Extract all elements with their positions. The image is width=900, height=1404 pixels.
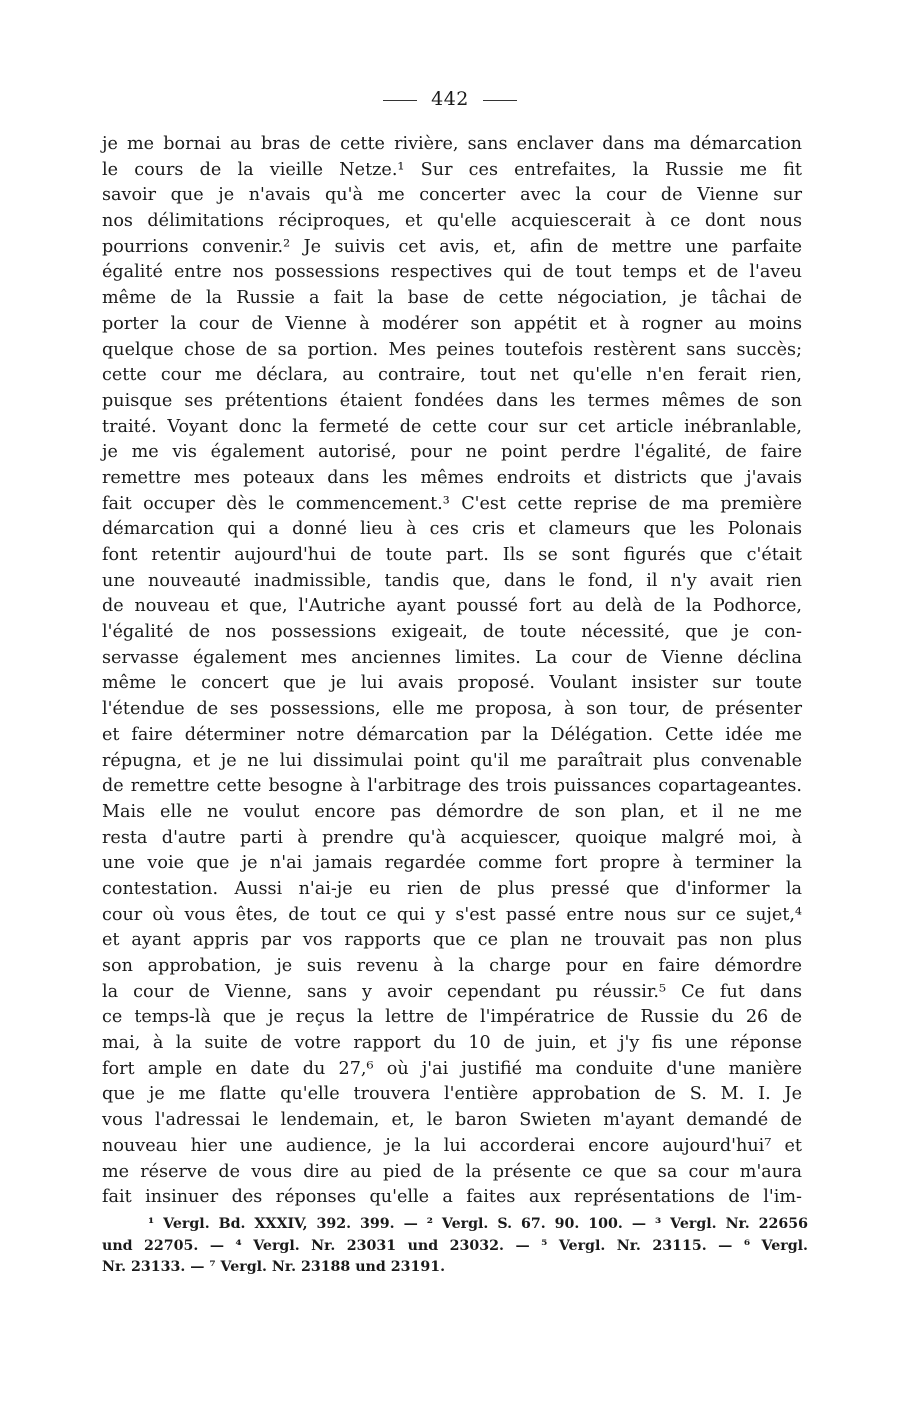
text-line: remettre mes poteaux dans les mêmes endroits et districts que j'avais [102, 467, 802, 488]
text-line: fait occuper dès le commencement.³ C'est cette reprise de ma première [102, 493, 802, 514]
text-line: l'étendue de ses possessions, elle me proposa, à son tour, de présenter [102, 699, 802, 720]
text-line: démarcation qui a donné lieu à ces cris et clameurs que les Polonais [102, 519, 802, 540]
text-line: Mais elle ne voulut encore pas démordre de son plan, et il ne me [102, 801, 802, 822]
text-line: fait insinuer des réponses qu'elle a faites aux représentations de l'im- [102, 1187, 802, 1208]
text-line: mai, à la suite de votre rapport du 10 de juin, et j'y fis une réponse [102, 1033, 802, 1054]
text-line: que je me flatte qu'elle trouvera l'entière approbation de S. M. I. Je [102, 1084, 802, 1105]
text-line: une voie que je n'ai jamais regardée comme fort propre à terminer la [102, 853, 802, 874]
text-line: et faire déterminer notre démarcation par la Délégation. Cette idée me [102, 724, 802, 745]
text-line: de nouveau et que, l'Autriche ayant poussé fort au delà de la Podhorce, [102, 596, 802, 617]
text-line: quelque chose de sa portion. Mes peines toutefois restèrent sans succès; [102, 339, 802, 360]
text-line: porter la cour de Vienne à modérer son appétit et à rogner au moins [102, 313, 802, 334]
text-line: même de la Russie a fait la base de cette négociation, je tâchai de [102, 288, 802, 309]
text-line: l'égalité de nos possessions exigeait, de toute nécessité, que je con- [102, 622, 802, 643]
text-line: servasse également mes anciennes limites. La cour de Vienne déclina [102, 647, 802, 668]
footnotes [102, 1214, 808, 1279]
text-line: son approbation, je suis revenu à la charge pour en faire démordre [102, 956, 802, 976]
text-line: puisque ses prétentions étaient fondées dans les termes mêmes de son [102, 390, 802, 411]
text-line: resta d'autre parti à prendre qu'à acquiescer, quoique malgré moi, à [102, 827, 802, 848]
text-line: nouveau hier une audience, je la lui accorderai encore aujourd'hui⁷ et [102, 1135, 802, 1156]
text-line: vous l'adressai le lendemain, et, le baron Swieten m'ayant demandé de [102, 1110, 802, 1131]
footnote-line: Nr. 23133. — ⁷ Vergl. Nr. 23188 und 23191. [102, 1259, 446, 1275]
body-text [102, 132, 802, 1211]
text-line: et ayant appris par vos rapports que ce plan ne trouvait pas non plus [102, 930, 802, 951]
text-line: savoir que je n'avais qu'à me concerter avec la cour de Vienne sur [102, 185, 802, 206]
text-line: contestation. Aussi n'ai-je eu rien de plus pressé que d'informer la [102, 878, 802, 899]
text-line: pourrions convenir.² Je suivis cet avis, et, afin de mettre une parfaite [102, 236, 802, 257]
page-header [0, 88, 900, 110]
text-line: le cours de la vieille Netze.¹ Sur ces entrefaites, la Russie me fit [102, 159, 802, 180]
text-line: je me bornai au bras de cette rivière, sans enclaver dans ma démarcation [102, 134, 802, 154]
text-line: la cour de Vienne, sans y avoir cependant pu réussir.⁵ Ce fut dans [102, 981, 802, 1002]
text-line: de remettre cette besogne à l'arbitrage des trois puissances copartageantes. [102, 776, 802, 797]
page-number: 442 [431, 88, 469, 110]
text-line: me réserve de vous dire au pied de la présente ce que sa cour m'aura [102, 1161, 802, 1182]
text-line: font retentir aujourd'hui de toute part. Ils se sont figurés que c'était [102, 545, 802, 565]
text-line: ce temps-là que je reçus la lettre de l'impératrice de Russie du 26 de [102, 1007, 802, 1028]
text-line: cette cour me déclara, au contraire, tout net qu'elle n'en ferait rien, [102, 365, 802, 386]
header-rule-left [383, 100, 417, 101]
text-line: fort ample en date du 27,⁶ où j'ai justifié ma conduite d'une manière [102, 1058, 802, 1079]
text-line: une nouveauté inadmissible, tandis que, dans le fond, il n'y avait rien [102, 570, 802, 591]
text-line: je me vis également autorisé, pour ne point perdre l'égalité, de faire [102, 442, 802, 463]
text-line: répugna, et je ne lui dissimulai point qu'il me paraîtrait plus convenable [102, 750, 802, 771]
text-line: cour où vous êtes, de tout ce qui y s'est passé entre nous sur ce sujet,⁴ [102, 904, 802, 925]
footnote-line: und 22705. — ⁴ Vergl. Nr. 23031 und 23032. — ⁵ Vergl. Nr. 23115. — ⁶ Vergl. [102, 1237, 808, 1254]
footnote-line: ¹ Vergl. Bd. XXXIV, 392. 399. — ² Vergl. S. 67. 90. 100. — ³ Vergl. Nr. 22656 [148, 1216, 808, 1232]
text-line: nos délimitations réciproques, et qu'elle acquiescerait à ce dont nous [102, 211, 802, 232]
header-rule-right [483, 100, 517, 101]
text-line: même le concert que je lui avais proposé. Voulant insister sur toute [102, 673, 802, 694]
text-line: traité. Voyant donc la fermeté de cette cour sur cet article inébranlable, [102, 416, 802, 437]
text-line: égalité entre nos possessions respectives qui de tout temps et de l'aveu [102, 262, 802, 283]
